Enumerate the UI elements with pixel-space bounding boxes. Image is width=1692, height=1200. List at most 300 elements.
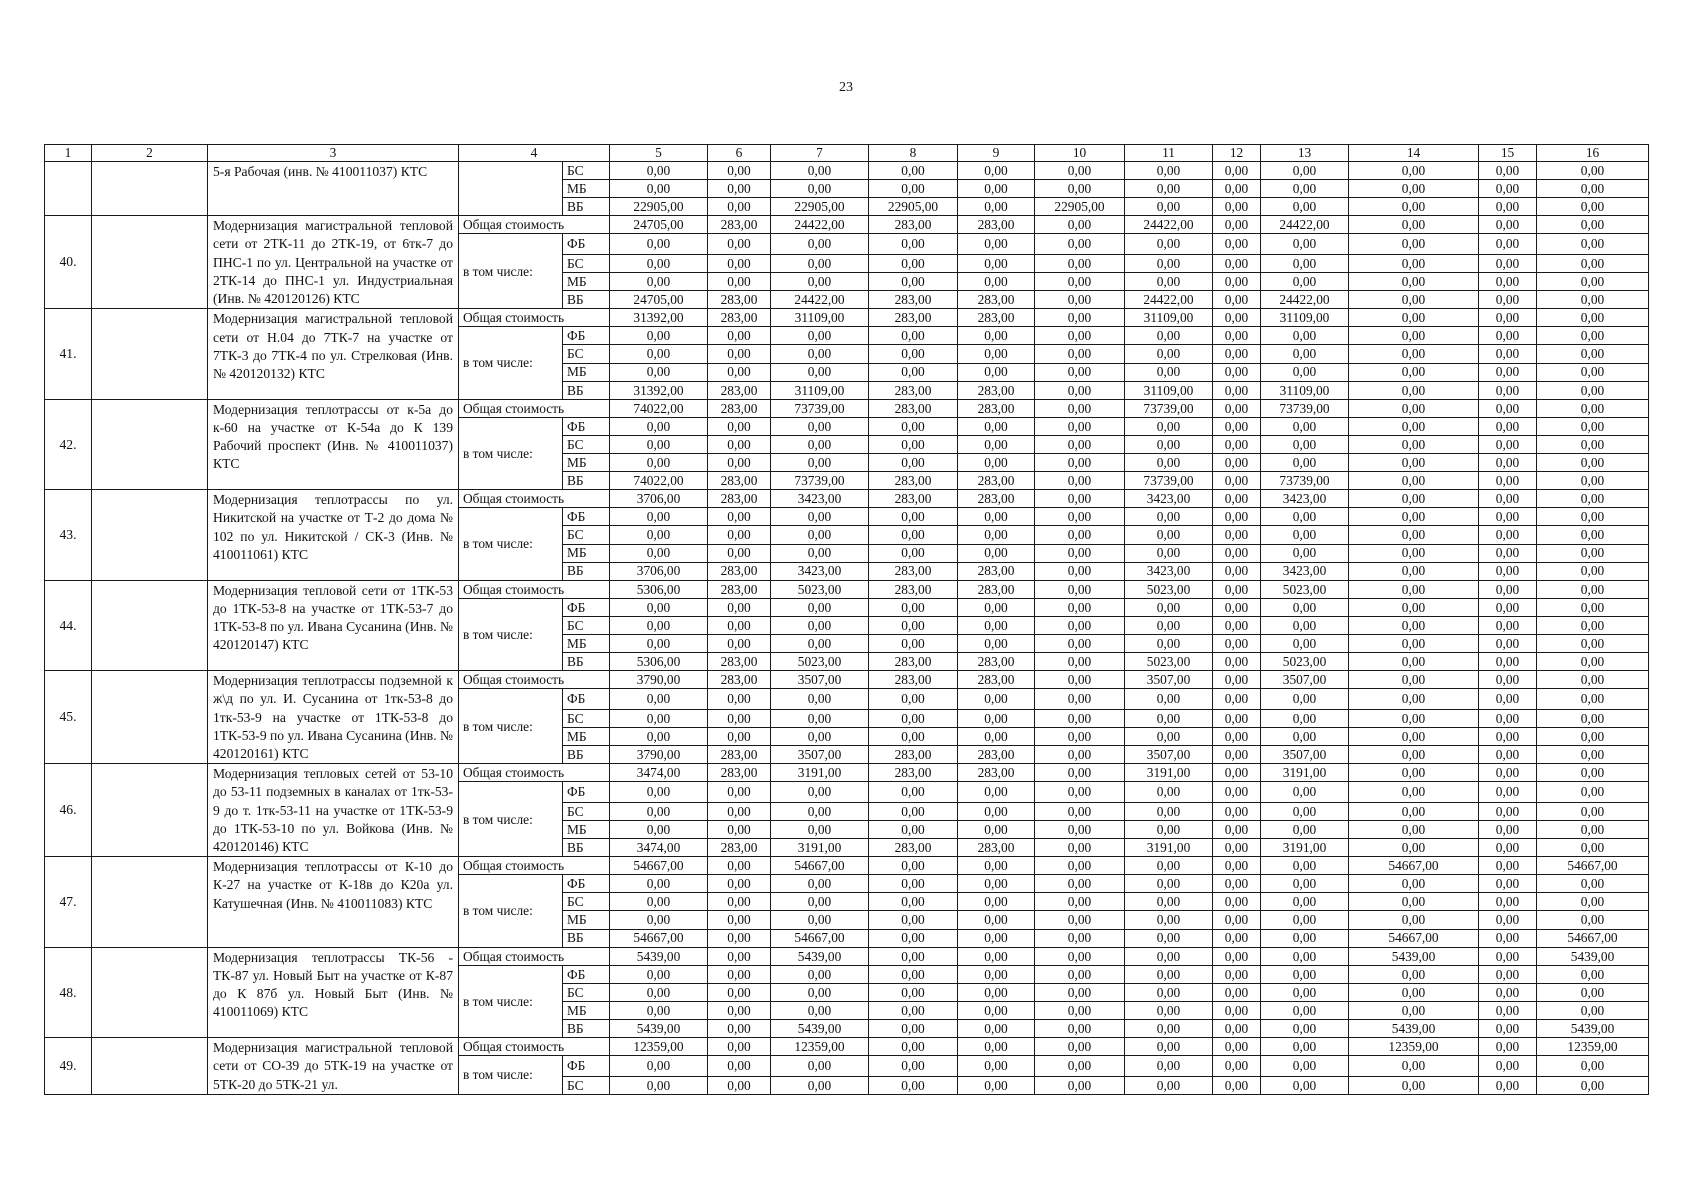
blank-cell xyxy=(92,162,208,216)
value-cell: 0,00 xyxy=(1213,782,1261,803)
value-cell: 0,00 xyxy=(1035,746,1125,764)
total-value-cell: 74022,00 xyxy=(610,399,708,417)
funding-source: БС xyxy=(563,345,610,363)
value-cell: 0,00 xyxy=(958,508,1035,526)
value-cell: 0,00 xyxy=(1479,634,1537,652)
value-cell: 0,00 xyxy=(1035,1056,1125,1076)
value-cell: 0,00 xyxy=(1479,616,1537,634)
total-value-cell: 0,00 xyxy=(1213,309,1261,327)
project-description: Модернизация теплотрассы от к-5а до к-60 на участке от К-54а до К 139 Рабочий проспект (Инв. № 410011037) КТС xyxy=(208,399,459,489)
value-cell: 0,00 xyxy=(1479,544,1537,562)
value-cell: 0,00 xyxy=(1213,562,1261,580)
value-cell: 0,00 xyxy=(1035,273,1125,291)
value-cell: 0,00 xyxy=(1349,345,1479,363)
total-value-cell: 73739,00 xyxy=(1261,399,1349,417)
row-number: 42. xyxy=(45,399,92,489)
value-cell: 0,00 xyxy=(1479,526,1537,544)
total-value-cell: 12359,00 xyxy=(1537,1038,1649,1056)
blank-cell xyxy=(92,857,208,947)
value-cell: 54667,00 xyxy=(771,929,869,947)
value-cell: 0,00 xyxy=(869,255,958,273)
total-value-cell: 0,00 xyxy=(1537,580,1649,598)
total-value-cell: 283,00 xyxy=(708,764,771,782)
total-cost-label: Общая стоимость xyxy=(459,399,610,417)
total-value-cell: 3507,00 xyxy=(1261,671,1349,689)
value-cell: 0,00 xyxy=(1261,273,1349,291)
value-cell: 0,00 xyxy=(1035,983,1125,1001)
value-cell: 0,00 xyxy=(708,198,771,216)
column-header: 16 xyxy=(1537,145,1649,162)
value-cell: 0,00 xyxy=(1125,929,1213,947)
value-cell: 0,00 xyxy=(1261,893,1349,911)
project-description: Модернизация теплотрассы от К-10 до К-27 на участке от К-18в до К20а ул. Катушечная (Инв. № 410011083) КТС xyxy=(208,857,459,947)
value-cell: 0,00 xyxy=(1537,562,1649,580)
value-cell: 0,00 xyxy=(958,435,1035,453)
value-cell: 0,00 xyxy=(1035,598,1125,616)
value-cell: 0,00 xyxy=(1479,728,1537,746)
column-header: 2 xyxy=(92,145,208,162)
value-cell: 54667,00 xyxy=(1537,929,1649,947)
total-value-cell: 3706,00 xyxy=(610,490,708,508)
value-cell: 3474,00 xyxy=(610,839,708,857)
value-cell: 0,00 xyxy=(1213,821,1261,839)
value-cell: 0,00 xyxy=(1261,598,1349,616)
value-cell: 0,00 xyxy=(1125,875,1213,893)
funding-source: ВБ xyxy=(563,472,610,490)
value-cell: 0,00 xyxy=(869,327,958,345)
value-cell: 0,00 xyxy=(771,875,869,893)
value-cell: 0,00 xyxy=(1349,508,1479,526)
value-cell: 0,00 xyxy=(1349,616,1479,634)
value-cell: 5439,00 xyxy=(1537,1020,1649,1038)
value-cell: 0,00 xyxy=(1349,821,1479,839)
total-value-cell: 54667,00 xyxy=(610,857,708,875)
table-row xyxy=(45,580,1649,598)
funding-source: МБ xyxy=(563,1001,610,1019)
total-value-cell: 12359,00 xyxy=(771,1038,869,1056)
value-cell: 0,00 xyxy=(771,802,869,820)
value-cell: 0,00 xyxy=(1537,345,1649,363)
value-cell: 0,00 xyxy=(771,634,869,652)
value-cell: 0,00 xyxy=(1537,435,1649,453)
value-cell: 0,00 xyxy=(610,689,708,710)
value-cell: 0,00 xyxy=(869,782,958,803)
value-cell: 0,00 xyxy=(771,417,869,435)
value-cell: 283,00 xyxy=(958,291,1035,309)
value-cell: 0,00 xyxy=(1035,782,1125,803)
value-cell: 0,00 xyxy=(708,417,771,435)
value-cell: 0,00 xyxy=(1125,616,1213,634)
value-cell: 0,00 xyxy=(1213,728,1261,746)
value-cell: 3507,00 xyxy=(1125,746,1213,764)
funding-source: ФБ xyxy=(563,417,610,435)
column-header: 4 xyxy=(459,145,610,162)
total-cost-label: Общая стоимость xyxy=(459,1038,610,1056)
total-cost-label: Общая стоимость xyxy=(459,764,610,782)
value-cell: 0,00 xyxy=(610,508,708,526)
value-cell: 0,00 xyxy=(708,893,771,911)
value-cell: 0,00 xyxy=(1349,381,1479,399)
value-cell: 0,00 xyxy=(1261,821,1349,839)
value-cell: 0,00 xyxy=(869,1076,958,1094)
value-cell: 0,00 xyxy=(771,709,869,727)
value-cell: 5439,00 xyxy=(1349,1020,1479,1038)
including-label: в том числе: xyxy=(459,965,563,1037)
value-cell: 0,00 xyxy=(1035,435,1125,453)
value-cell: 0,00 xyxy=(610,162,708,180)
column-header: 7 xyxy=(771,145,869,162)
value-cell: 0,00 xyxy=(1213,1056,1261,1076)
value-cell: 0,00 xyxy=(708,162,771,180)
value-cell: 0,00 xyxy=(1349,417,1479,435)
value-cell: 0,00 xyxy=(1125,345,1213,363)
total-value-cell: 0,00 xyxy=(708,947,771,965)
value-cell: 0,00 xyxy=(869,526,958,544)
including-label: в том числе: xyxy=(459,508,563,580)
funding-source: БС xyxy=(563,983,610,1001)
value-cell: 0,00 xyxy=(1213,983,1261,1001)
column-header: 1 xyxy=(45,145,92,162)
value-cell: 0,00 xyxy=(1125,802,1213,820)
value-cell: 0,00 xyxy=(1479,417,1537,435)
value-cell: 0,00 xyxy=(1213,653,1261,671)
value-cell: 0,00 xyxy=(1125,234,1213,255)
value-cell: 0,00 xyxy=(1479,689,1537,710)
value-cell: 0,00 xyxy=(958,875,1035,893)
value-cell: 0,00 xyxy=(1213,544,1261,562)
value-cell: 0,00 xyxy=(1537,544,1649,562)
funding-source: ВБ xyxy=(563,562,610,580)
funding-source: ФБ xyxy=(563,1056,610,1076)
value-cell: 0,00 xyxy=(771,616,869,634)
value-cell: 0,00 xyxy=(610,1001,708,1019)
value-cell: 0,00 xyxy=(1261,911,1349,929)
value-cell: 31109,00 xyxy=(1261,381,1349,399)
blank-cell xyxy=(92,309,208,399)
value-cell: 0,00 xyxy=(869,728,958,746)
value-cell: 0,00 xyxy=(1537,180,1649,198)
value-cell: 0,00 xyxy=(771,1001,869,1019)
funding-source: ВБ xyxy=(563,381,610,399)
value-cell: 0,00 xyxy=(1213,709,1261,727)
total-value-cell: 0,00 xyxy=(1213,764,1261,782)
value-cell: 22905,00 xyxy=(610,198,708,216)
value-cell: 283,00 xyxy=(958,472,1035,490)
value-cell: 0,00 xyxy=(1125,983,1213,1001)
value-cell: 0,00 xyxy=(708,363,771,381)
value-cell: 0,00 xyxy=(1349,180,1479,198)
value-cell: 0,00 xyxy=(610,616,708,634)
value-cell: 0,00 xyxy=(1213,345,1261,363)
funding-source: ВБ xyxy=(563,291,610,309)
value-cell: 0,00 xyxy=(1479,273,1537,291)
value-cell: 0,00 xyxy=(1537,911,1649,929)
value-cell: 0,00 xyxy=(958,363,1035,381)
column-header: 8 xyxy=(869,145,958,162)
total-value-cell: 0,00 xyxy=(1035,764,1125,782)
value-cell: 0,00 xyxy=(1213,746,1261,764)
value-cell: 0,00 xyxy=(1213,526,1261,544)
value-cell: 0,00 xyxy=(1261,345,1349,363)
value-cell: 0,00 xyxy=(708,689,771,710)
total-value-cell: 0,00 xyxy=(1537,764,1649,782)
total-value-cell: 3507,00 xyxy=(1125,671,1213,689)
value-cell: 0,00 xyxy=(958,634,1035,652)
total-value-cell: 283,00 xyxy=(958,216,1035,234)
funding-source: ВБ xyxy=(563,1020,610,1038)
value-cell: 0,00 xyxy=(1537,526,1649,544)
value-cell: 0,00 xyxy=(1349,1076,1479,1094)
value-cell: 0,00 xyxy=(771,255,869,273)
total-cost-label: Общая стоимость xyxy=(459,947,610,965)
value-cell: 0,00 xyxy=(1349,653,1479,671)
value-cell: 283,00 xyxy=(708,291,771,309)
funding-source: БС xyxy=(563,802,610,820)
value-cell: 0,00 xyxy=(1261,526,1349,544)
funding-source: БС xyxy=(563,893,610,911)
value-cell: 0,00 xyxy=(1125,965,1213,983)
total-value-cell: 283,00 xyxy=(869,764,958,782)
value-cell: 0,00 xyxy=(958,180,1035,198)
total-value-cell: 0,00 xyxy=(1213,857,1261,875)
value-cell: 0,00 xyxy=(1035,634,1125,652)
total-value-cell: 31392,00 xyxy=(610,309,708,327)
value-cell: 0,00 xyxy=(771,893,869,911)
value-cell: 0,00 xyxy=(1125,634,1213,652)
value-cell: 0,00 xyxy=(1035,508,1125,526)
value-cell: 283,00 xyxy=(958,381,1035,399)
value-cell: 0,00 xyxy=(1537,802,1649,820)
total-value-cell: 3191,00 xyxy=(1261,764,1349,782)
total-value-cell: 24422,00 xyxy=(1125,216,1213,234)
value-cell: 0,00 xyxy=(1125,162,1213,180)
value-cell: 0,00 xyxy=(771,345,869,363)
value-cell: 0,00 xyxy=(1035,454,1125,472)
total-value-cell: 0,00 xyxy=(1261,947,1349,965)
value-cell: 0,00 xyxy=(1125,273,1213,291)
total-value-cell: 0,00 xyxy=(1479,580,1537,598)
value-cell: 0,00 xyxy=(1213,435,1261,453)
column-header: 3 xyxy=(208,145,459,162)
value-cell: 0,00 xyxy=(958,616,1035,634)
total-value-cell: 54667,00 xyxy=(1537,857,1649,875)
value-cell: 3191,00 xyxy=(771,839,869,857)
value-cell: 0,00 xyxy=(869,363,958,381)
value-cell: 31109,00 xyxy=(771,381,869,399)
including-label: в том числе: xyxy=(459,689,563,764)
total-value-cell: 0,00 xyxy=(1349,309,1479,327)
value-cell: 0,00 xyxy=(869,689,958,710)
value-cell: 0,00 xyxy=(1213,1076,1261,1094)
value-cell: 0,00 xyxy=(1537,255,1649,273)
value-cell: 0,00 xyxy=(771,911,869,929)
project-description: Модернизация теплотрассы ТК-56 - ТК-87 ул. Новый Быт на участке от К-87 до К 87б ул. Новый Быт (Инв. № 410011069) КТС xyxy=(208,947,459,1037)
value-cell: 0,00 xyxy=(1035,653,1125,671)
funding-source: ФБ xyxy=(563,234,610,255)
value-cell: 74022,00 xyxy=(610,472,708,490)
value-cell: 0,00 xyxy=(610,435,708,453)
value-cell: 0,00 xyxy=(1035,363,1125,381)
value-cell: 0,00 xyxy=(958,598,1035,616)
funding-source: ФБ xyxy=(563,782,610,803)
row-number xyxy=(45,162,92,216)
value-cell: 0,00 xyxy=(1261,234,1349,255)
value-cell: 0,00 xyxy=(869,273,958,291)
value-cell: 0,00 xyxy=(958,544,1035,562)
value-cell: 0,00 xyxy=(610,983,708,1001)
value-cell: 0,00 xyxy=(1479,291,1537,309)
value-cell: 0,00 xyxy=(1035,234,1125,255)
value-cell: 0,00 xyxy=(1537,965,1649,983)
value-cell: 0,00 xyxy=(708,1001,771,1019)
total-value-cell: 283,00 xyxy=(708,399,771,417)
funding-source: ВБ xyxy=(563,839,610,857)
total-value-cell: 283,00 xyxy=(958,671,1035,689)
total-value-cell: 0,00 xyxy=(1035,580,1125,598)
total-cost-label: Общая стоимость xyxy=(459,309,610,327)
value-cell: 283,00 xyxy=(708,746,771,764)
value-cell: 0,00 xyxy=(1349,198,1479,216)
value-cell: 0,00 xyxy=(771,782,869,803)
value-cell: 0,00 xyxy=(771,435,869,453)
value-cell: 0,00 xyxy=(1213,454,1261,472)
value-cell: 5023,00 xyxy=(1125,653,1213,671)
value-cell: 0,00 xyxy=(1537,689,1649,710)
value-cell: 24422,00 xyxy=(1125,291,1213,309)
value-cell: 0,00 xyxy=(1213,598,1261,616)
total-value-cell: 283,00 xyxy=(708,580,771,598)
value-cell: 0,00 xyxy=(1035,162,1125,180)
total-value-cell: 0,00 xyxy=(1537,490,1649,508)
value-cell: 0,00 xyxy=(869,875,958,893)
value-cell: 0,00 xyxy=(869,1001,958,1019)
total-value-cell: 0,00 xyxy=(1349,216,1479,234)
value-cell: 0,00 xyxy=(1479,929,1537,947)
value-cell: 0,00 xyxy=(1349,363,1479,381)
value-cell: 0,00 xyxy=(610,893,708,911)
value-cell: 0,00 xyxy=(1261,1076,1349,1094)
project-description: Модернизация тепловых сетей от 53-10 до 53-11 подземных в каналах от 1тк-53-9 до т. 1тк-53-11 на участке от 1ТК-53-9 до 1ТК-53-10 по ул. Войкова (Инв. № 420120146) КТС xyxy=(208,764,459,857)
blank-cell xyxy=(92,671,208,764)
value-cell: 0,00 xyxy=(1537,327,1649,345)
total-value-cell: 24422,00 xyxy=(771,216,869,234)
value-cell: 0,00 xyxy=(869,1020,958,1038)
value-cell: 0,00 xyxy=(1213,965,1261,983)
value-cell: 0,00 xyxy=(1035,1020,1125,1038)
funding-source: ФБ xyxy=(563,875,610,893)
value-cell: 0,00 xyxy=(610,634,708,652)
value-cell: 0,00 xyxy=(1213,291,1261,309)
value-cell: 0,00 xyxy=(1035,802,1125,820)
value-cell: 0,00 xyxy=(1213,911,1261,929)
total-value-cell: 3423,00 xyxy=(771,490,869,508)
value-cell: 0,00 xyxy=(1537,363,1649,381)
value-cell: 0,00 xyxy=(958,345,1035,363)
value-cell: 0,00 xyxy=(1479,472,1537,490)
value-cell: 0,00 xyxy=(1125,782,1213,803)
blank-cell xyxy=(92,580,208,670)
funding-source: ВБ xyxy=(563,746,610,764)
value-cell: 0,00 xyxy=(958,689,1035,710)
value-cell: 0,00 xyxy=(1479,965,1537,983)
value-cell: 0,00 xyxy=(771,363,869,381)
total-cost-label: Общая стоимость xyxy=(459,580,610,598)
total-value-cell: 0,00 xyxy=(1035,947,1125,965)
value-cell: 0,00 xyxy=(1349,435,1479,453)
value-cell: 0,00 xyxy=(1213,929,1261,947)
value-cell: 0,00 xyxy=(1035,839,1125,857)
row-number: 49. xyxy=(45,1038,92,1095)
value-cell: 0,00 xyxy=(958,728,1035,746)
table-row xyxy=(45,671,1649,689)
including-label: в том числе: xyxy=(459,598,563,670)
project-description: Модернизация магистральной тепловой сети от Н.04 до 7ТК-7 на участке от 7ТК-3 до 7ТК-4 по ул. Стрелковая (Инв. № 420120132) КТС xyxy=(208,309,459,399)
row-number: 41. xyxy=(45,309,92,399)
value-cell: 0,00 xyxy=(708,508,771,526)
value-cell: 283,00 xyxy=(869,472,958,490)
total-value-cell: 31109,00 xyxy=(1261,309,1349,327)
funding-source: МБ xyxy=(563,363,610,381)
value-cell: 0,00 xyxy=(958,454,1035,472)
total-value-cell: 0,00 xyxy=(869,1038,958,1056)
including-label: в том числе: xyxy=(459,782,563,857)
value-cell: 0,00 xyxy=(1349,1001,1479,1019)
table-row xyxy=(45,764,1649,782)
value-cell: 0,00 xyxy=(1261,983,1349,1001)
value-cell: 0,00 xyxy=(1125,709,1213,727)
total-value-cell: 3474,00 xyxy=(610,764,708,782)
value-cell: 0,00 xyxy=(869,544,958,562)
value-cell: 0,00 xyxy=(1479,363,1537,381)
total-cost-label: Общая стоимость xyxy=(459,857,610,875)
value-cell: 0,00 xyxy=(708,616,771,634)
value-cell: 0,00 xyxy=(1213,634,1261,652)
value-cell: 0,00 xyxy=(869,1056,958,1076)
table-row xyxy=(45,399,1649,417)
total-value-cell: 283,00 xyxy=(958,764,1035,782)
value-cell: 0,00 xyxy=(708,345,771,363)
value-cell: 0,00 xyxy=(958,965,1035,983)
total-value-cell: 0,00 xyxy=(1213,947,1261,965)
total-value-cell: 0,00 xyxy=(1213,580,1261,598)
total-value-cell: 5023,00 xyxy=(1261,580,1349,598)
value-cell: 0,00 xyxy=(1349,965,1479,983)
value-cell: 0,00 xyxy=(771,273,869,291)
value-cell: 0,00 xyxy=(869,162,958,180)
funding-source: БС xyxy=(563,526,610,544)
value-cell: 0,00 xyxy=(1349,562,1479,580)
value-cell: 0,00 xyxy=(869,634,958,652)
value-cell: 0,00 xyxy=(869,802,958,820)
total-value-cell: 0,00 xyxy=(1125,857,1213,875)
value-cell: 0,00 xyxy=(1349,802,1479,820)
value-cell: 0,00 xyxy=(1479,162,1537,180)
value-cell: 0,00 xyxy=(958,709,1035,727)
value-cell: 0,00 xyxy=(708,965,771,983)
value-cell: 0,00 xyxy=(771,162,869,180)
value-cell: 0,00 xyxy=(1537,1001,1649,1019)
row-number: 46. xyxy=(45,764,92,857)
value-cell: 0,00 xyxy=(958,782,1035,803)
value-cell: 0,00 xyxy=(708,273,771,291)
value-cell: 0,00 xyxy=(708,526,771,544)
value-cell: 283,00 xyxy=(869,746,958,764)
table-row xyxy=(45,309,1649,327)
value-cell: 0,00 xyxy=(1125,198,1213,216)
total-value-cell: 283,00 xyxy=(958,309,1035,327)
value-cell: 5023,00 xyxy=(771,653,869,671)
value-cell: 0,00 xyxy=(1261,180,1349,198)
